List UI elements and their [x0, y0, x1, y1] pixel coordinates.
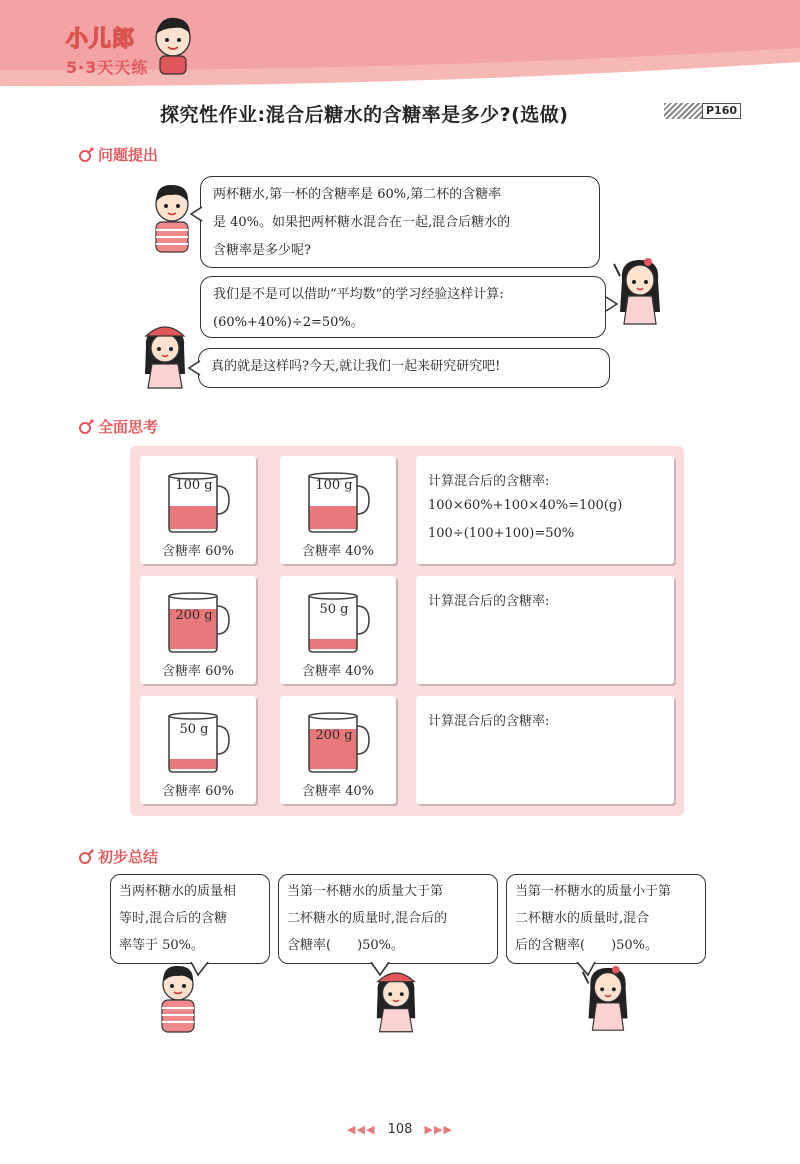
cup-weight: 200 g: [175, 608, 213, 623]
bubble-tail: [188, 360, 202, 376]
calc-card: [416, 576, 674, 684]
boy-mascot-icon: [150, 14, 196, 76]
cup-card: [140, 696, 256, 804]
cup-weight: 50 g: [319, 602, 349, 617]
bubble-girl-suggestion: [200, 276, 606, 338]
syrup-fill: [309, 506, 357, 529]
calc-line: 100÷(100+100)=50%: [428, 526, 575, 541]
answer-page-tag: [664, 103, 741, 119]
cup-card: [140, 456, 256, 564]
bubble-line: 等时,混合后的含糖: [119, 911, 228, 926]
cup-weight: 200 g: [315, 728, 353, 743]
calc-card: [416, 696, 674, 804]
pin-icon: [78, 147, 94, 163]
cup-sugar-rate: 含糖率 60%: [161, 784, 235, 799]
bubble-tail: [190, 206, 204, 222]
page-title: 探究性作业:混合后糖水的含糖率是多少?(选做): [160, 104, 569, 126]
page-number: 108: [387, 1122, 413, 1137]
bubble-girl-prompt: [198, 348, 610, 388]
summary-bubble-greater: [278, 874, 498, 964]
boy-character-icon: [148, 180, 196, 258]
cup-weight: 100 g: [315, 478, 353, 493]
mug-icon: [166, 710, 232, 774]
girl-character-icon: [612, 254, 668, 330]
calc-title: 计算混合后的含糖率:: [428, 714, 550, 729]
syrup-fill: [169, 506, 217, 529]
brand-main: 小儿郎: [66, 27, 136, 52]
cup-card: [140, 576, 256, 684]
summary-bubble-less: [506, 874, 706, 964]
bubble-boy-question: [200, 176, 600, 268]
bubble-line: 我们是不是可以借助“平均数”的学习经验这样计算:: [213, 287, 504, 302]
pin-icon: [78, 849, 94, 865]
syrup-fill: [309, 639, 357, 649]
syrup-fill: [169, 759, 217, 769]
calc-card: [416, 456, 674, 564]
brand-logo: [66, 22, 148, 78]
calc-title: 计算混合后的含糖率:: [428, 594, 550, 609]
next-page-arrows: ▶▶▶: [424, 1123, 453, 1136]
bubble-line: 二杯糖水的质量时,混合后的: [287, 911, 448, 926]
boy-character-icon: [154, 962, 202, 1036]
section-heading-summary: [78, 846, 158, 867]
cup-card: [280, 456, 396, 564]
section-heading-question: [78, 144, 158, 165]
bubble-line: 真的就是这样吗?今天,就让我们一起来研究研究吧!: [211, 359, 501, 374]
bubble-line: 两杯糖水,第一杯的含糖率是 60%,第二杯的含糖率: [213, 187, 502, 202]
bubble-line: 二杯糖水的质量时,混合: [515, 911, 650, 926]
cup-card: [280, 576, 396, 684]
cup-sugar-rate: 含糖率 40%: [301, 544, 375, 559]
pin-icon: [78, 419, 94, 435]
calc-title: 计算混合后的含糖率:: [428, 474, 550, 489]
girl-with-hat-icon: [138, 318, 192, 390]
summary-bubble-equal: [110, 874, 270, 964]
bubble-line: 含糖率( )50%。: [287, 938, 405, 953]
bubble-line: 当第一杯糖水的质量小于第: [515, 884, 672, 899]
bubble-line: 含糖率是多少呢?: [213, 243, 311, 258]
experiment-grid: [130, 446, 684, 816]
cup-weight: 50 g: [179, 722, 209, 737]
bubble-line: 后的含糖率( )50%。: [515, 938, 659, 953]
brand-sub: 5·3天天练: [66, 58, 149, 77]
section-title: 初步总结: [98, 848, 159, 866]
bubble-line: 率等于 50%。: [119, 938, 205, 953]
answer-page-ref: P160: [702, 103, 741, 119]
cup-sugar-rate: 含糖率 40%: [301, 664, 375, 679]
calc-line: 100×60%+100×40%=100(g): [428, 498, 623, 513]
section-heading-thinking: [78, 416, 158, 437]
mug-icon: [306, 590, 372, 654]
cup-weight: 100 g: [175, 478, 213, 493]
bubble-line: 当两杯糖水的质量相: [119, 884, 237, 899]
section-title: 问题提出: [98, 146, 159, 164]
girl-character-icon: [580, 962, 636, 1036]
girl-with-hat-icon: [370, 964, 422, 1034]
cup-card: [280, 696, 396, 804]
cup-sugar-rate: 含糖率 60%: [161, 544, 235, 559]
cup-sugar-rate: 含糖率 60%: [161, 664, 235, 679]
page-footer: [0, 1122, 800, 1137]
prev-page-arrows: ◀◀◀: [347, 1123, 376, 1136]
bubble-line: 是 40%。如果把两杯糖水混合在一起,混合后糖水的: [213, 215, 511, 230]
bubble-line: 当第一杯糖水的质量大于第: [287, 884, 444, 899]
cup-sugar-rate: 含糖率 40%: [301, 784, 375, 799]
section-title: 全面思考: [98, 418, 159, 436]
answer-label-icon: [664, 103, 702, 119]
bubble-line: (60%+40%)÷2=50%。: [213, 315, 364, 330]
